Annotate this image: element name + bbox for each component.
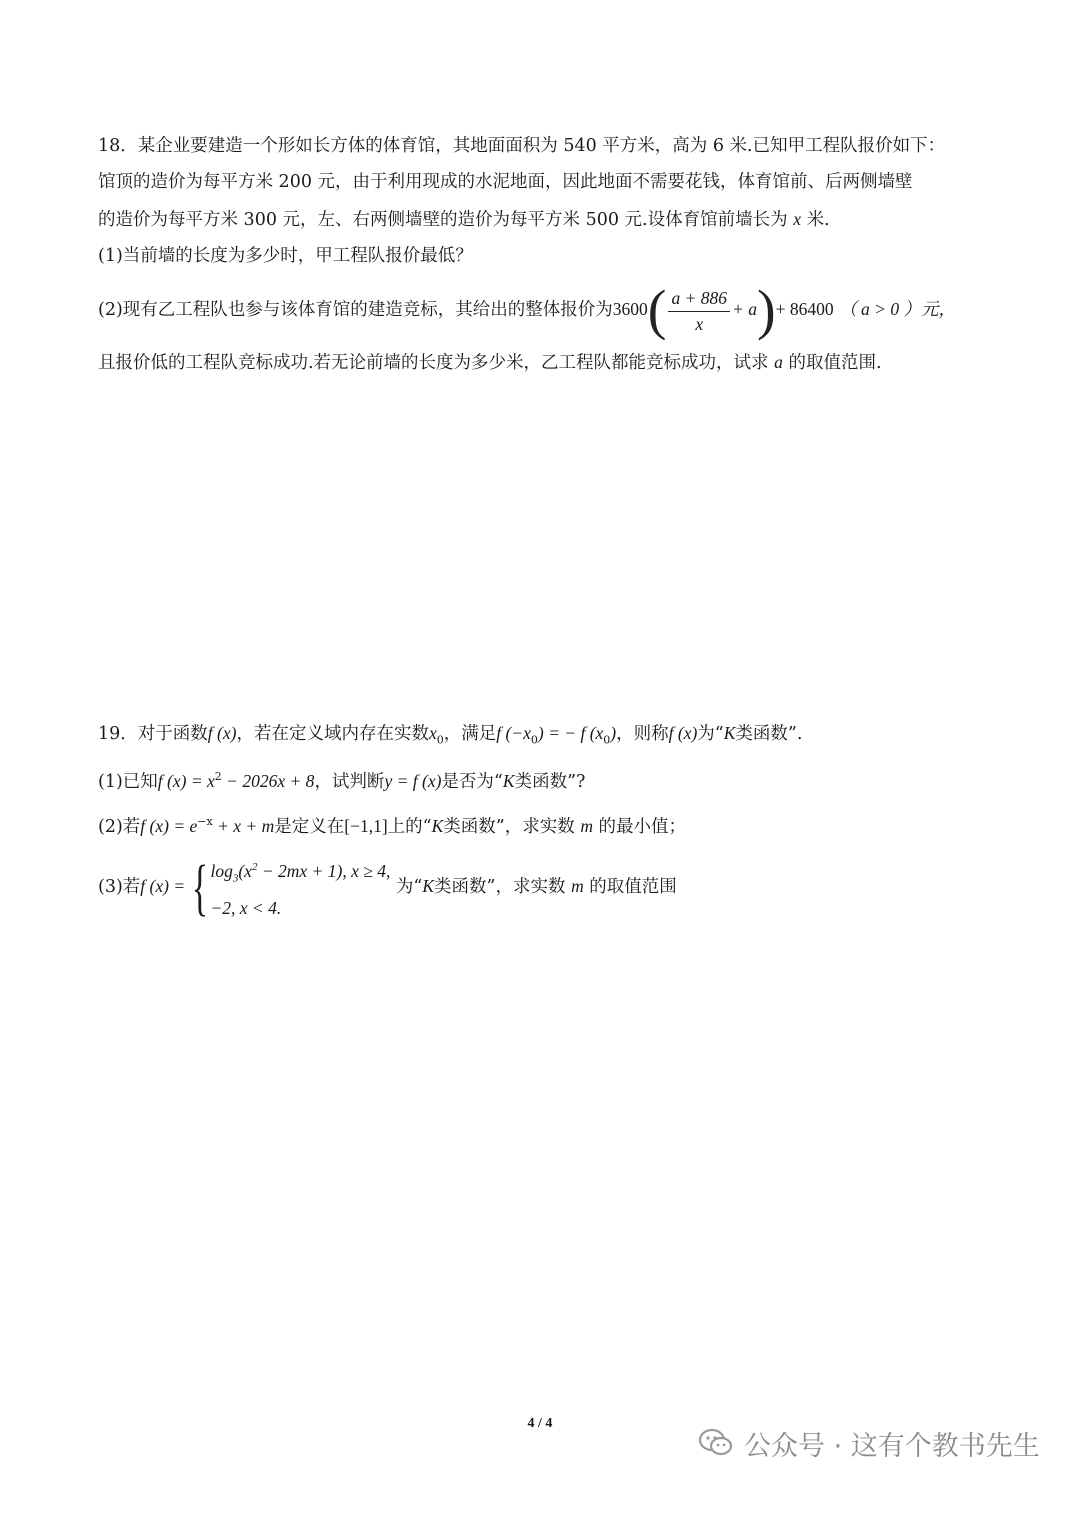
q18-line1: 18．某企业要建造一个形如长方体的体育馆，其地面面积为 540 平方米，高为 6 米.已知甲工程队报价如下： — [98, 136, 946, 156]
q19-part3: (3)若f (x) = { $\log_3(x^2 - 2mx + 1)$, x ≥ 4, −2, x < 4. 为“K类函数”，求实数 m 的取值范围 — [98, 853, 677, 922]
fraction: $\frac{a + 886}{x}$ — [668, 288, 730, 334]
page-number: 4 / 4 — [527, 1416, 553, 1431]
watermark — [698, 1420, 1040, 1466]
q18-part2-line2: 且报价低的工程队竞标成功.若无论前墙的长度为多少米，乙工程队都能竞标成功，试求 a 的取值范围. — [98, 352, 882, 373]
q18-part2: (2)现有乙工程队也参与该体育馆的建造竞标，其给出的整体报价为3600( $\frac{a + 886}{x}$ + a)+ 86400 （ a > 0 ）元， — [98, 279, 956, 342]
piecewise-function: { $\log_3(x^2 - 2mx + 1)$, x ≥ 4, −2, x < 4. — [191, 853, 391, 922]
q18-line2: 馆顶的造价为每平方米 200 元，由于利用现成的水泥地面，因此地面不需要花钱，体育馆前、后两侧墙壁 — [98, 172, 913, 192]
wechat-icon — [698, 1428, 734, 1458]
q19-line1: 19．对于函数f (x)，若在定义域内存在实数$x_0$，满足f $(-x_0)$ = − f $(x_0)$，则称f (x)为“K类函数”. — [98, 723, 803, 747]
watermark-text: 公众号 · 这有个教书先生 — [744, 1430, 1040, 1462]
q19-part2: (2)若f $(x) = e^{-x} + x + m$是定义在[−1,1]上的“K类函数”，求实数 m 的最小值； — [98, 815, 687, 837]
q18-part1: (1)当前墙的长度为多少时，甲工程队报价最低？ — [98, 246, 473, 266]
q19-part1: (1)已知f $(x) = x^2 - 2026x + 8$，试判断y = f (x)是否为“K类函数”? — [98, 770, 586, 792]
q18-line3: 的造价为每平方米 300 元，左、右两侧墙壁的造价为每平方米 500 元.设体育馆前墙长为 x 米. — [98, 209, 830, 230]
